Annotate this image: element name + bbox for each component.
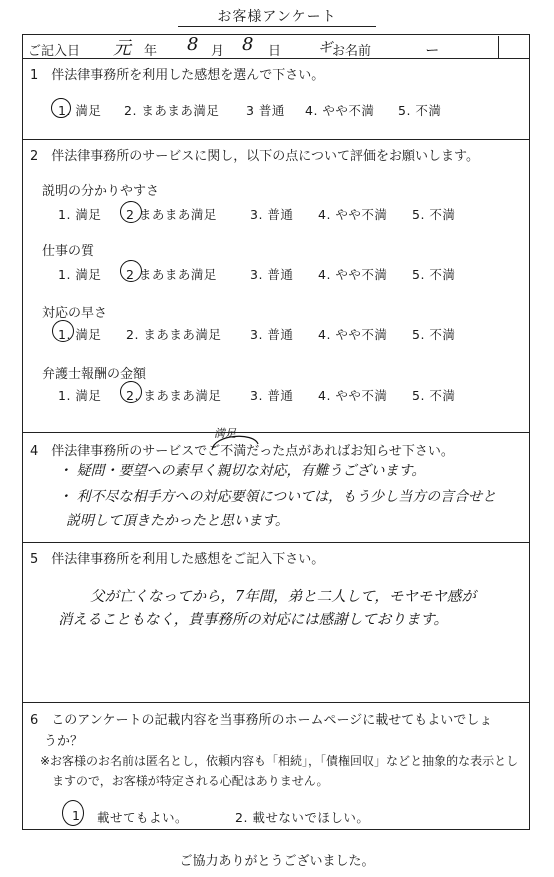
q2-item-label: 説明の分かりやすさ (42, 184, 160, 199)
title-underline (178, 26, 376, 27)
q2-item-option: 3. 普通 (250, 388, 294, 403)
day-label: 日 (268, 44, 282, 59)
q2-item-option: 5. 不満 (412, 388, 456, 403)
q4-divider (22, 542, 530, 543)
month-value: 8 (187, 34, 199, 55)
q2-question: 2 伴法律事務所のサービスに関し，以下の点について評価をお願いします。 (30, 149, 479, 164)
q6-option-1-number: 1 (72, 808, 81, 823)
q2-item-option: 4. やや不満 (318, 207, 388, 222)
q2-item-option: 5. 不満 (412, 327, 456, 342)
q2-item-selected-circle (120, 260, 142, 282)
q6-note-line-1: ※お客様のお名前は匿名とし，依頼内容も「相続」，「債権回収」などと抽象的な表示とし (40, 754, 519, 768)
q4-question: 4 伴法律事務所のサービスでご不満だった点があればお知らせ下さい。 (30, 444, 454, 459)
q2-item-option: 3. 普通 (250, 327, 294, 342)
q2-item-option: 5. 不満 (412, 207, 456, 222)
q2-item-option: 4. やや不満 (318, 388, 388, 403)
q2-item-option: 3. 普通 (250, 207, 294, 222)
q2-item-selected-circle (120, 381, 142, 403)
q2-item-label: 対応の早さ (42, 306, 108, 321)
era-value: 元 (113, 38, 131, 59)
q5-answer-line-1: 父が亡くなってから，7年間，弟と二人して，モヤモヤ感が (90, 589, 476, 605)
q2-item-option: 2 まあまあ満足 (126, 207, 217, 222)
q2-item-option: 4. やや不満 (318, 267, 388, 282)
date-label: ご記入日 (28, 44, 81, 59)
q2-item-option: 1. 満足 (58, 207, 102, 222)
q5-answer-line-2: 消えることもなく，貴事務所の対応には感謝しております。 (58, 612, 449, 628)
q2-item-label: 仕事の質 (42, 244, 95, 259)
q1-divider (22, 139, 530, 140)
year-label: 年 (144, 44, 158, 59)
q6-option-2: 2. 載せないでほしい。 (235, 810, 370, 825)
q1-option-3: 3 普通 (246, 103, 285, 118)
q1-option-2: 2. まあまあ満足 (124, 103, 220, 118)
q5-question: 5 伴法律事務所を利用した感想をご記入下さい。 (30, 552, 325, 567)
q2-item-option: 3. 普通 (250, 267, 294, 282)
q6-note-line-3: ますので，お客様が特定される心配はありません。 (52, 774, 329, 788)
q4-answer-line-3: 説明して頂きたかったと思います。 (66, 513, 289, 529)
q4-answer-line-1: ・ 疑問・要望への素早く親切な対応，有難うございます。 (58, 463, 426, 479)
q6-option-1-text: 載せてもよい。 (97, 810, 189, 825)
q2-divider (22, 432, 530, 433)
q1-option-4: 4. やや不満 (305, 103, 375, 118)
q2-item-option: 2. まあまあ満足 (126, 327, 222, 342)
q4-answer-line-2: ・ 利不尽な相手方への対応要領については，もう少し当方の言合せと (58, 489, 497, 505)
q2-item-option: 1. 満足 (58, 327, 102, 342)
footer-thanks: ご協力ありがとうございました。 (179, 854, 375, 869)
header-divider (22, 58, 530, 59)
q2-item-option: 1. 満足 (58, 388, 102, 403)
page-title: お客様アンケート (217, 9, 337, 25)
q1-option-1: 1. 満足 (58, 103, 102, 118)
q2-item-option: 1. 満足 (58, 267, 102, 282)
name-value: ー (424, 43, 438, 59)
q1-option-5: 5. 不満 (398, 103, 442, 118)
q2-item-option: 2 まあまあ満足 (126, 267, 217, 282)
q2-item-option: 2. まあまあ満足 (126, 388, 222, 403)
q4-annotation: 満足 (214, 427, 236, 440)
q1-selected-circle (51, 98, 71, 118)
q2-item-selected-circle (52, 320, 74, 342)
q2-item-selected-circle (120, 201, 142, 223)
q2-item-option: 5. 不満 (412, 267, 456, 282)
day-value: 8 (242, 34, 254, 55)
month-label: 月 (211, 44, 225, 59)
name-label: お名前 (332, 44, 372, 59)
q1-question: 1 伴法律事務所を利用した感想を選んで下さい。 (30, 68, 325, 83)
q2-item-option: 4. やや不満 (318, 327, 388, 342)
q2-item-label: 弁護士報酬の金額 (42, 367, 147, 382)
q6-question-line-1: 6 このアンケートの記載内容を当事務所のホームページに載せてもよいでしょ (30, 713, 493, 728)
q6-question-line-2: うか？ (44, 734, 84, 749)
name-field-tick (498, 36, 499, 58)
q5-divider (22, 702, 530, 703)
annotation-arc (206, 428, 264, 452)
name-mark: ギ (318, 40, 332, 56)
q6-selected-circle (62, 800, 84, 826)
